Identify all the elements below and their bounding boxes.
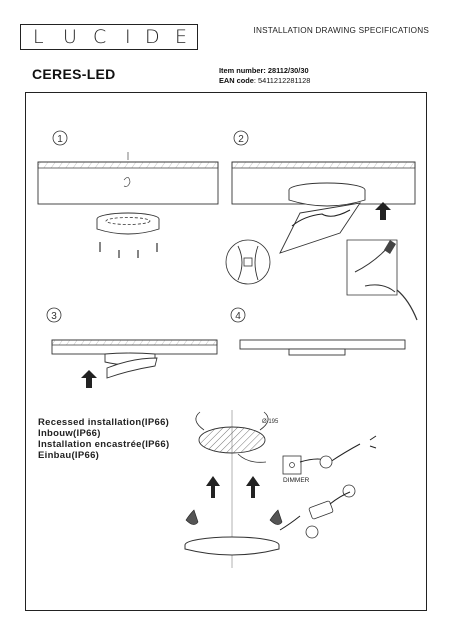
logo-letter: E: [175, 26, 188, 48]
logo-letter: D: [145, 26, 160, 48]
led-driver: [309, 501, 334, 520]
logo-letter: L: [33, 26, 44, 48]
installed-lamp: [289, 349, 345, 355]
ceiling-cutout: [199, 427, 265, 453]
product-name: CERES-LED: [32, 66, 116, 82]
logo-letter: U: [63, 26, 77, 48]
ceiling: [240, 340, 405, 349]
step-number: 1: [57, 134, 63, 145]
step-1: [38, 131, 218, 258]
up-arrow: [206, 476, 220, 498]
up-arrow: [81, 370, 97, 388]
recessed-title-nl: Inbouw(IP66): [38, 428, 101, 439]
spec-title: INSTALLATION DRAWING SPECIFICATIONS: [253, 26, 429, 35]
step-3: [47, 308, 217, 388]
ean-label: EAN code: [219, 76, 254, 85]
spring-clip: [270, 510, 282, 525]
step-number: 3: [51, 311, 57, 322]
dimmer-box: [283, 456, 301, 474]
logo-letter: C: [93, 26, 107, 48]
step-4: [231, 308, 405, 355]
up-arrow: [375, 202, 391, 220]
recessed-title-fr: Installation encastrée(IP66): [38, 439, 170, 450]
connector-detail: [320, 456, 332, 468]
connector-detail: [306, 526, 318, 538]
item-number-label: Item number:: [219, 66, 266, 75]
recessed-title-de: Einbau(IP66): [38, 450, 100, 461]
step-2: [226, 131, 417, 320]
item-number-value: 28112/30/30: [267, 66, 309, 75]
dimmer-label: DIMMER: [283, 477, 310, 484]
connector-detail: [343, 485, 355, 497]
logo-letter: I: [125, 26, 131, 48]
ean-value: : 5411212281128: [253, 76, 311, 85]
spring-clip: [186, 510, 198, 525]
up-arrow: [246, 476, 260, 498]
step-number: 4: [235, 311, 241, 322]
cutout-diameter: Ø 195: [262, 419, 279, 425]
screws: [100, 242, 157, 258]
step-number: 2: [238, 134, 244, 145]
recessed-title-en: Recessed installation(IP66): [38, 417, 170, 428]
recessed-drawing: [185, 410, 376, 568]
